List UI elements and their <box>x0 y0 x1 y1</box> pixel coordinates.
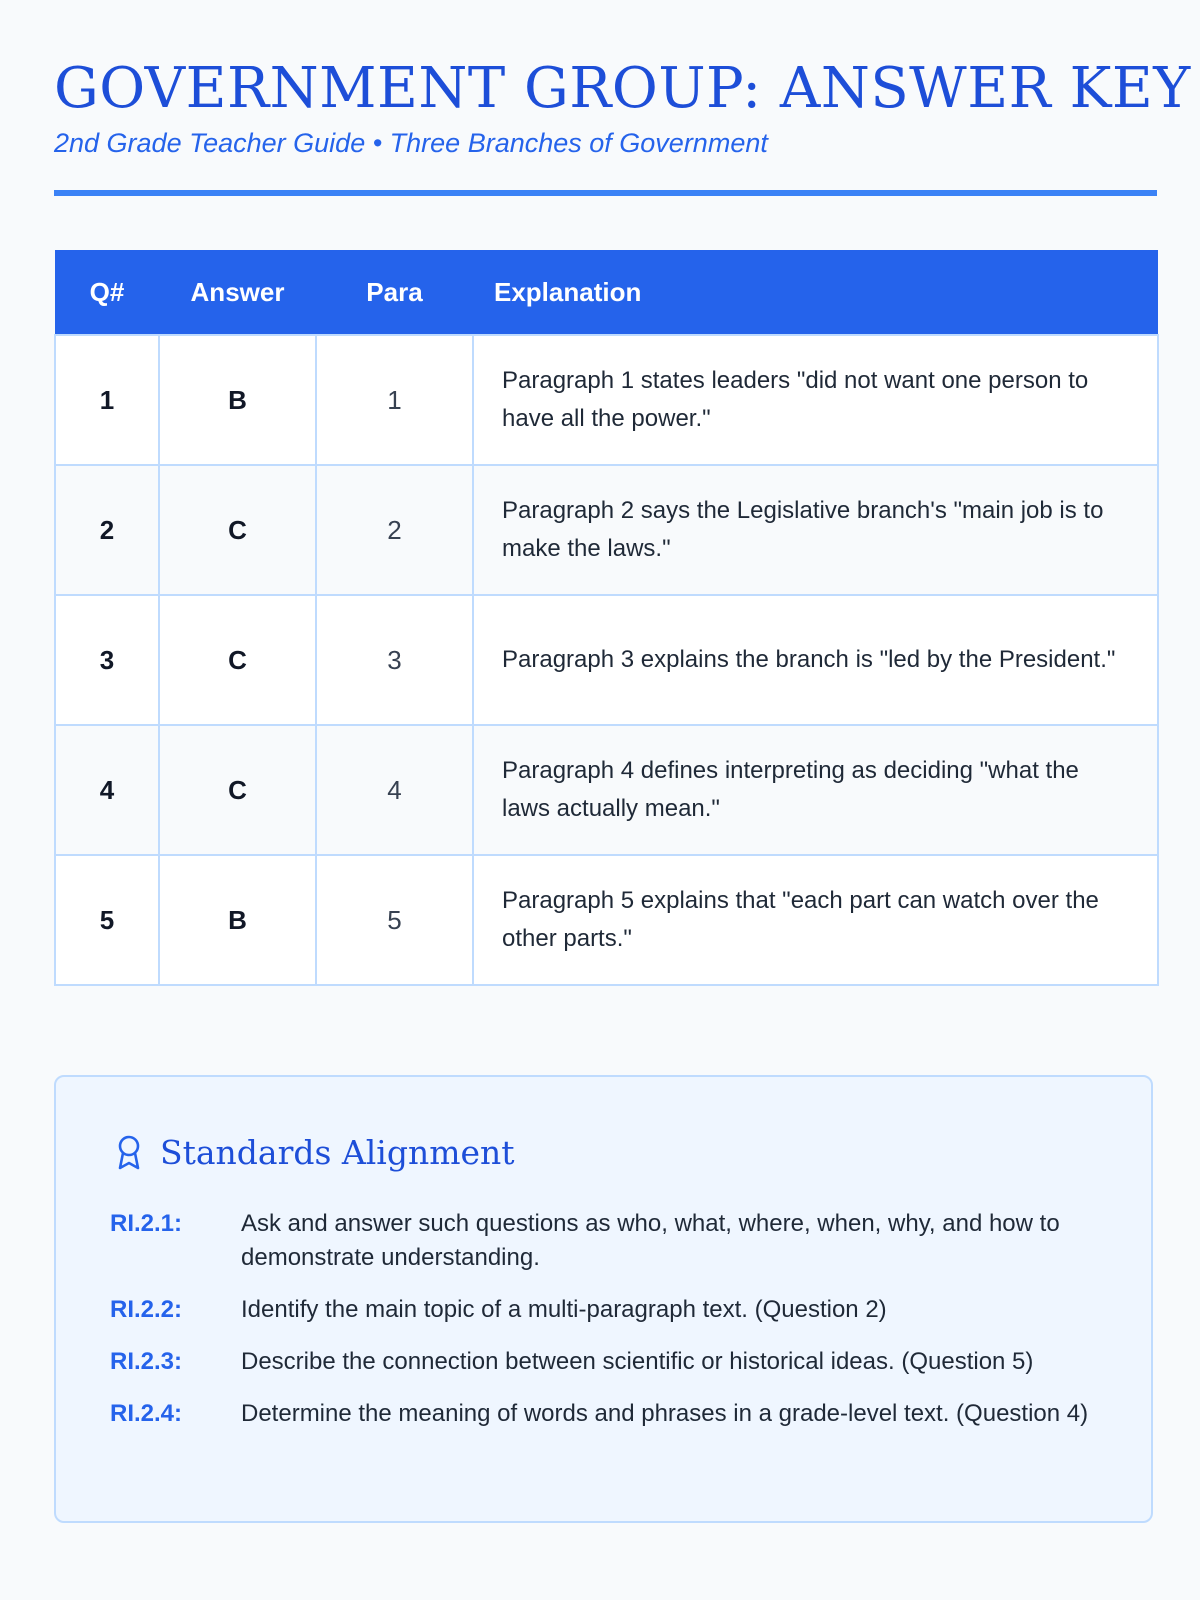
standard-item <box>110 1345 1100 1379</box>
standard-item <box>110 1207 1100 1275</box>
column-header-explanation: Explanation <box>473 250 1158 335</box>
answer-explanation: Paragraph 2 says the Legislative branch's "main job is to make the laws." <box>473 465 1158 595</box>
question-number: 2 <box>55 465 159 595</box>
question-number: 4 <box>55 725 159 855</box>
answer-explanation: Paragraph 3 explains the branch is "led by the President." <box>473 595 1158 725</box>
table-row <box>55 595 1158 725</box>
standard-description: Determine the meaning of words and phrases in a grade-level text. (Question 4) <box>241 1400 1089 1427</box>
table-row <box>55 855 1158 985</box>
standard-description: Identify the main topic of a multi-paragraph text. (Question 2) <box>241 1296 887 1323</box>
column-header-question: Q# <box>55 250 159 335</box>
answer-letter: C <box>159 465 316 595</box>
paragraph-number: 4 <box>316 725 473 855</box>
answer-explanation: Paragraph 5 explains that "each part can watch over the other parts." <box>473 855 1158 985</box>
paragraph-number: 3 <box>316 595 473 725</box>
standard-description: Ask and answer such questions as who, what, where, when, why, and how to demonstrate understanding. <box>241 1210 1060 1271</box>
award-ribbon-icon <box>114 1134 144 1172</box>
standard-code: RI.2.1: <box>110 1210 183 1237</box>
column-header-paragraph: Para <box>316 250 473 335</box>
header-divider <box>54 190 1157 196</box>
page-title: GOVERNMENT GROUP: ANSWER KEY <box>54 56 1191 121</box>
standard-item <box>110 1293 1100 1327</box>
table-header-row <box>55 250 1158 335</box>
paragraph-number: 2 <box>316 465 473 595</box>
question-number: 3 <box>55 595 159 725</box>
column-header-answer: Answer <box>159 250 316 335</box>
table-row <box>55 725 1158 855</box>
answer-letter: B <box>159 335 316 465</box>
answer-explanation: Paragraph 1 states leaders "did not want one person to have all the power." <box>473 335 1158 465</box>
standards-heading <box>114 1133 515 1173</box>
standard-code: RI.2.3: <box>110 1348 183 1375</box>
answer-letter: C <box>159 595 316 725</box>
paragraph-number: 5 <box>316 855 473 985</box>
standards-title: Standards Alignment <box>160 1133 515 1172</box>
standards-list <box>110 1207 1100 1449</box>
paragraph-number: 1 <box>316 335 473 465</box>
table-row <box>55 335 1158 465</box>
table-row <box>55 465 1158 595</box>
question-number: 1 <box>55 335 159 465</box>
answer-table <box>54 250 1159 986</box>
standard-description: Describe the connection between scientific or historical ideas. (Question 5) <box>241 1348 1034 1375</box>
standard-item <box>110 1397 1100 1431</box>
answer-letter: C <box>159 725 316 855</box>
answer-key-page <box>54 0 1191 1427</box>
page-subtitle: 2nd Grade Teacher Guide • Three Branches of Government <box>54 128 768 158</box>
standard-code: RI.2.4: <box>110 1400 183 1427</box>
answer-letter: B <box>159 855 316 985</box>
standard-code: RI.2.2: <box>110 1296 183 1323</box>
standards-panel <box>54 1075 1153 1523</box>
answer-explanation: Paragraph 4 defines interpreting as deciding "what the laws actually mean." <box>473 725 1158 855</box>
question-number: 5 <box>55 855 159 985</box>
